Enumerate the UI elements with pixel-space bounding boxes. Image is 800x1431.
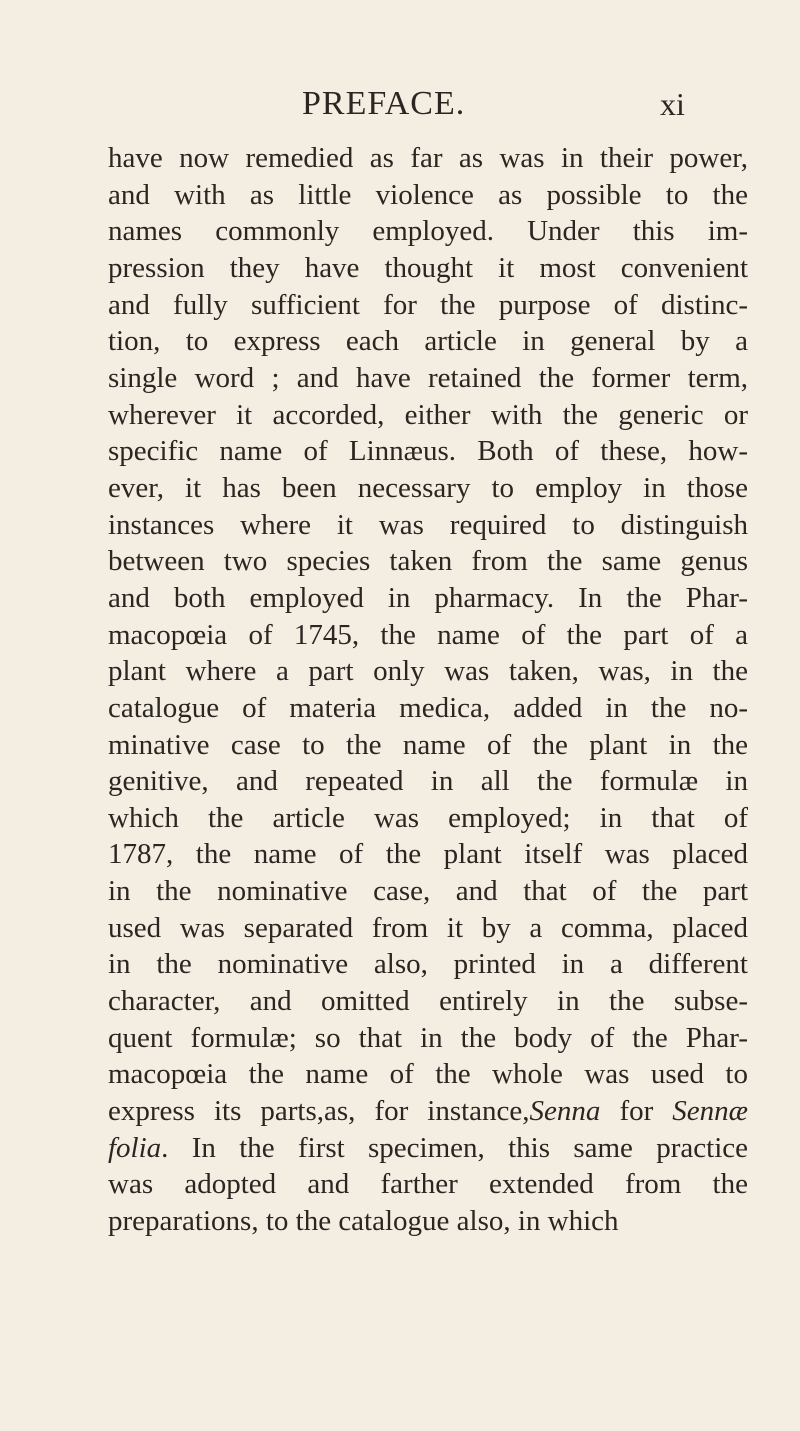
text-line: between two species taken from the same genus xyxy=(108,545,748,578)
text-line: plant where a part only was taken, was, in the xyxy=(108,655,748,688)
text-line: wherever it accorded, either with the generic or xyxy=(108,398,748,431)
page-number: xi xyxy=(660,86,685,122)
text-line: was adopted and farther extended from the xyxy=(108,1168,748,1201)
text-line: macopœia of 1745, the name of the part of a xyxy=(108,618,748,651)
text-line: in the nominative case, and that of the part xyxy=(108,875,748,908)
text-line: catalogue of materia medica, added in the no- xyxy=(108,691,748,724)
text-line: preparations, to the catalogue also, in which xyxy=(108,1205,619,1238)
text-line: specific name of Linnæus. Both of these, how- xyxy=(108,435,748,468)
page-header xyxy=(0,84,800,128)
text-line: and fully sufficient for the purpose of distinc- xyxy=(108,288,748,321)
text-line: character, and omitted entirely in the subse- xyxy=(108,985,748,1018)
body-text xyxy=(108,140,748,1240)
text-line: used was separated from it by a comma, placed xyxy=(108,911,748,944)
text-run: for xyxy=(600,1095,673,1128)
text-line: and both employed in pharmacy. In the Phar- xyxy=(108,581,748,614)
text-line: names commonly employed. Under this im- xyxy=(108,215,748,248)
text-line: in the nominative also, printed in a different xyxy=(108,948,748,981)
text-line: minative case to the name of the plant in the xyxy=(108,728,748,761)
italic-run: Senna xyxy=(529,1095,601,1128)
text-line: have now remedied as far as was in their power, xyxy=(108,142,748,174)
running-head: PREFACE. xyxy=(302,85,466,122)
text-line: which the article was employed; in that of xyxy=(108,801,748,834)
text-line: genitive, and repeated in all the formulæ in xyxy=(108,765,748,798)
text-line: macopœia the name of the whole was used to xyxy=(108,1058,748,1091)
text-run: . In the first specimen, this same practice xyxy=(161,1131,748,1164)
text-run: express its parts,as, for instance, xyxy=(108,1095,530,1128)
text-line-mixed xyxy=(108,1130,748,1167)
text-line: ever, it has been necessary to employ in those xyxy=(108,471,748,504)
text-line: instances where it was required to distinguish xyxy=(108,508,748,541)
text-line: 1787, the name of the plant itself was placed xyxy=(108,838,748,871)
text-line: quent formulæ; so that in the body of the Phar- xyxy=(108,1021,748,1054)
italic-run: folia xyxy=(108,1131,162,1164)
text-line: pression they have thought it most convenient xyxy=(108,251,748,284)
text-line: single word ; and have retained the former term, xyxy=(108,361,748,394)
text-line: and with as little violence as possible to the xyxy=(108,178,748,211)
text-line: tion, to express each article in general by a xyxy=(108,325,748,358)
italic-run: Sennæ xyxy=(672,1095,748,1128)
text-line-mixed xyxy=(108,1093,748,1130)
